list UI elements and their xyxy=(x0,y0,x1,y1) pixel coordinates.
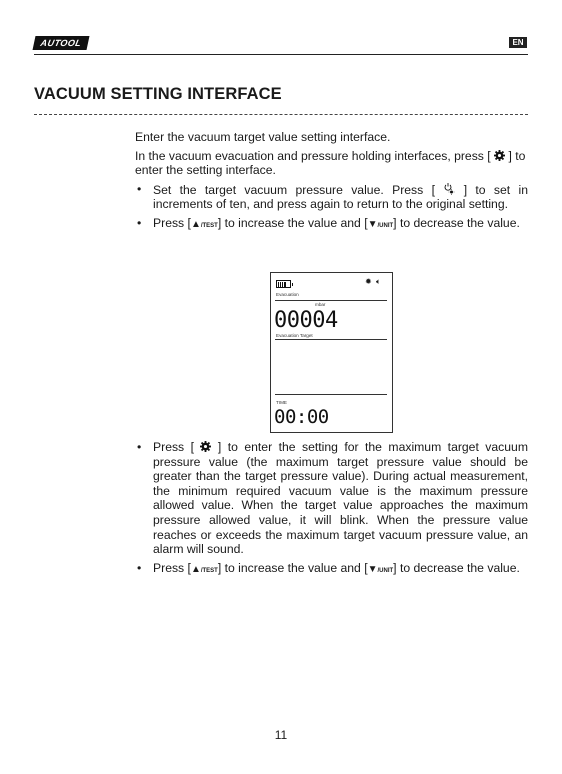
list-item: • Set the target vacuum pressure value. Press [ ] to set in increments of ten, and press again to return to the original setting. xyxy=(137,181,529,212)
screen-divider xyxy=(275,300,387,301)
up-arrow-icon: ▲ xyxy=(190,563,201,575)
target-label: Evacuation Target xyxy=(276,333,313,338)
brand-logo: AUTOOL xyxy=(33,36,90,50)
down-arrow-icon: ▼ xyxy=(367,563,378,575)
dashed-divider xyxy=(34,114,528,115)
time-value: 00:00 xyxy=(274,406,329,428)
page-number: 11 xyxy=(274,728,288,742)
intro-line-1: Enter the vacuum target value setting interface. xyxy=(135,130,391,144)
intro-line-2: In the vacuum evacuation and pressure holding interfaces, press [ ] to enter the setting interface. xyxy=(135,148,526,178)
list-item: • Press [ ] to enter the setting for the maximum target vacuum pressure value (the maximum target pressure value should be greater than the target pressure value). During actual measurement, the minimum required vacuum value is the maximum pressure allowed value. When the target value approaches the maximum pressure allowed value, it will blink. When the pressure value reaches or exceeds the maximum target vacuum pressure value, an alarm will sound. xyxy=(137,440,528,557)
device-screen-illustration xyxy=(270,272,393,433)
language-badge: EN xyxy=(509,37,527,48)
up-arrow-icon: ▲ xyxy=(190,218,201,230)
list-item: • Press [▲/TEST] to increase the value and [▼/UNIT] to decrease the value. xyxy=(137,215,520,230)
power-backlight-icon xyxy=(443,182,455,196)
instructions-continued xyxy=(135,440,528,582)
battery-icon xyxy=(276,280,291,288)
screen-divider xyxy=(275,394,387,395)
settings-gear-icon xyxy=(200,441,211,452)
speaker-icon: 🔈︎ xyxy=(376,277,381,286)
list-item: • Press [▲/TEST] to increase the value and [▼/UNIT] to decrease the value. xyxy=(137,560,520,575)
header-rule xyxy=(34,54,528,55)
settings-gear-icon xyxy=(494,150,505,161)
backlight-icon: ✹ xyxy=(365,277,372,286)
time-label: TIME xyxy=(276,400,287,405)
screen-divider xyxy=(275,339,387,340)
pressure-value: 00004 xyxy=(274,308,338,333)
mode-label: Evacuation xyxy=(276,292,299,297)
instructions xyxy=(135,130,528,238)
page-title: VACUUM SETTING INTERFACE xyxy=(34,85,282,103)
unit-label: mbar xyxy=(315,302,326,307)
down-arrow-icon: ▼ xyxy=(367,218,378,230)
